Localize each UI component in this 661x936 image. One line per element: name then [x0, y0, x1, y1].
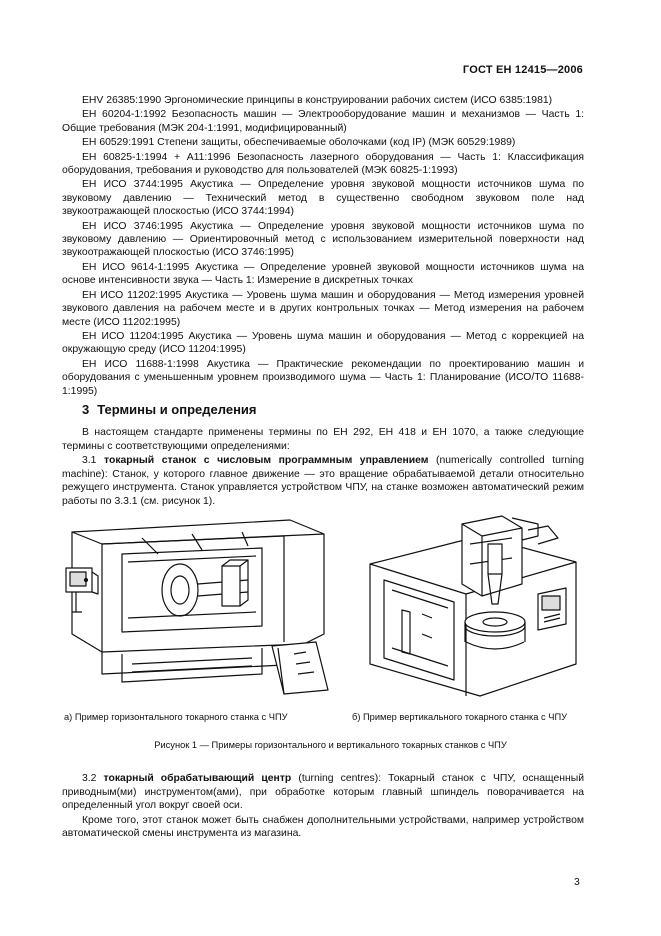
- horizontal-lathe-illustration: [62, 514, 332, 702]
- figure-1: [62, 514, 586, 704]
- reference-item: ЕН 60204-1:1992 Безопасность машин — Электрооборудование машин и механизмов — Часть 1: Общие требования (МЭК 204-1:1991, модифицированный): [62, 109, 584, 134]
- reference-item: ЕН ИСО 11202:1995 Акустика — Уровень шума машин и оборудования — Метод измерения уровней звукового давления на рабочем месте и в других контрольных точках — Метод измерения на рабочем месте (ИСО 11202:1995): [62, 289, 584, 328]
- caption-horizontal-lathe: а) Пример горизонтального токарного станка с ЧПУ: [64, 712, 288, 722]
- caption-vertical-lathe: б) Пример вертикального токарного станка с ЧПУ: [352, 712, 568, 722]
- term-3-2: [62, 772, 584, 813]
- document-code: ГОСТ ЕН 12415—2006: [462, 64, 583, 76]
- reference-item: ЕН 60825-1:1994 + А11:1996 Безопасность лазерного оборудования — Часть 1: Классификация оборудования, требования и руководство для пользователей (МЭК 60825-1:1993): [62, 151, 584, 177]
- note-paragraph: Кроме того, этот станок может быть снабжен дополнительными устройствами, например устройством автоматической смены инструмента из магазина.: [62, 814, 584, 840]
- term-3-1: [62, 454, 584, 508]
- term-definition: (turning centres): Токарный станок с ЧПУ, оснащенный приводным(ми) инструментом(ами), при обработке которым главный шпиндель поворачивается на определенный угол вокруг своей оси.: [62, 773, 585, 812]
- section-number: 3: [82, 402, 90, 417]
- figure-title: Рисунок 1 — Примеры горизонтального и вертикального токарных станков с ЧПУ: [154, 740, 507, 750]
- term-definition: (numerically controlled turning machine): Станок, у которого главное движение — это вращение обрабатываемой детали относительно режущего инструмента. Станок управляется устройством ЧПУ, на станке возможен автоматический режим работы по 3.3.1 (см. рисунок 1).: [62, 455, 584, 507]
- term-number: 3.1: [82, 455, 97, 467]
- reference-item: ЕН ИСО 11204:1995 Акустика — Уровень шума машин и оборудования — Метод с коррекцией на окружающую среду (ИСО 11204:1995): [62, 330, 584, 356]
- reference-item: ЕН ИСО 11688-1:1998 Акустика — Практические рекомендации по проектированию машин и оборудования с уменьшенным уровнем производимого шума — Часть 1: Планирование (ИСО/ТО 11688-1:1995): [62, 358, 584, 397]
- term-number: 3.2: [82, 773, 97, 784]
- section-heading: [82, 402, 257, 417]
- reference-item: ЕН ИСО 3744:1995 Акустика — Определение уровня звуковой мощности источников шума по звуковому давлению — Технический метод в существенно свободном звуковом поле над звукоотражающей плоскостью (ИСО 3744:1994): [62, 179, 584, 218]
- intro-paragraph: В настоящем стандарте применены термины по ЕН 292, ЕН 418 и ЕН 1070, а также следующие термины с соответствующими определениями:: [62, 427, 584, 452]
- normative-references: [62, 94, 584, 399]
- section-body-continued: [62, 772, 584, 842]
- reference-item: ЕН ИСО 3746:1995 Акустика — Определение уровня звуковой мощности источников шума по звуковому давлению — Ориентировочный метод с использованием измерительной поверхности над звукоотражающей плоскостью (ИСО 3746:1995): [62, 220, 584, 259]
- section-body: [62, 426, 584, 510]
- vertical-lathe-illustration: [362, 514, 586, 702]
- term-name: токарный станок с числовым программным управлением: [104, 455, 429, 467]
- reference-item: ЕН ИСО 9614-1:1995 Акустика — Определение уровней звуковой мощности источников шума на основе интенсивности звука — Часть 1: Измерение в дискретных точках: [62, 261, 584, 287]
- section-title: Термины и определения: [97, 402, 257, 417]
- reference-item: ЕНV 26385:1990 Эргономические принципы в конструировании рабочих систем (ИСО 6385:1981): [82, 95, 553, 106]
- term-name: токарный обрабатывающий центр: [103, 773, 292, 784]
- page-number: 3: [574, 877, 580, 888]
- reference-item: ЕН 60529:1991 Степени защиты, обеспечиваемые оболочками (код IP) (МЭК 60529:1989): [82, 137, 516, 149]
